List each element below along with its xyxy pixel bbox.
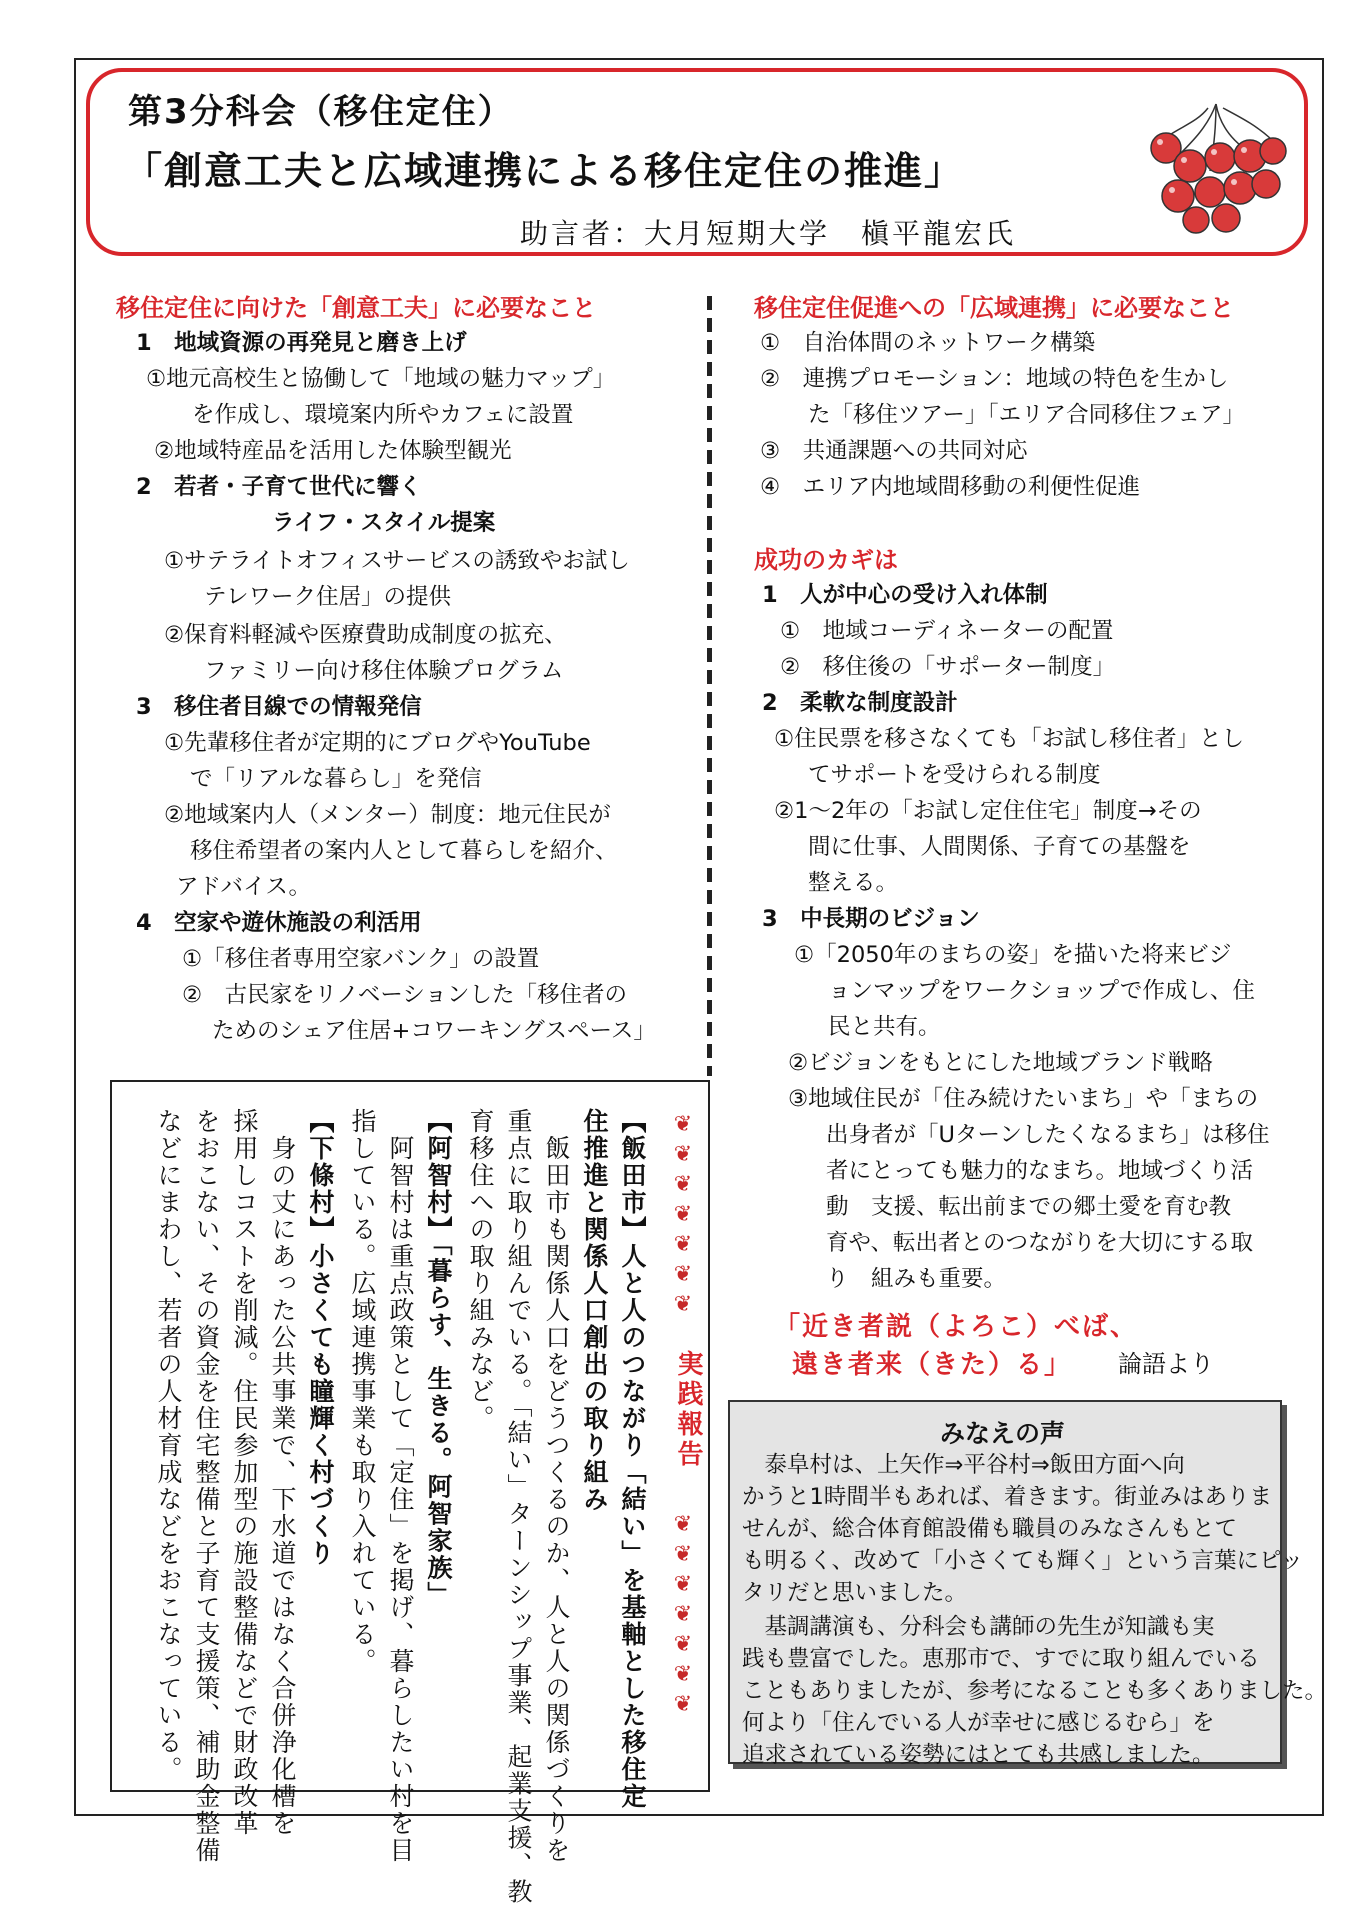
- report-column: 重点に取り組んでいる。「結い」ターンシップ事業、起業支援、教: [504, 1108, 533, 1906]
- voice-line: 泰阜村は、上矢作⇒平谷村⇒飯田方面へ向: [742, 1452, 1185, 1478]
- report-column: 指している。広域連携事業も取り入れている。: [348, 1108, 377, 1675]
- left-line: ファミリー向け移住体験プログラム: [204, 658, 564, 684]
- voice-line: 践も豊富でした。恵那市で、すでに取り組んでいる: [742, 1646, 1260, 1672]
- left-line: ②保育料軽減や医療費助成制度の拡充、: [164, 622, 567, 648]
- key-line: 整える。: [808, 870, 899, 896]
- left-section-title: 移住定住に向けた「創意工夫」に必要なこと: [116, 294, 596, 322]
- key-line: 者にとっても魅力的なまち。地域づくり活: [826, 1158, 1254, 1184]
- report-column: 育移住への取り組みなど。: [466, 1108, 495, 1432]
- quote-line-1: 「近き者説（よろこ）べば、: [774, 1312, 1139, 1342]
- left-line: アドバイス。: [176, 874, 312, 900]
- left-line: 移住希望者の案内人として暮らしを紹介、: [190, 838, 618, 864]
- voice-line: かうと1時間半もあれば、着きます。街並みはありま: [742, 1484, 1273, 1510]
- theme-title: 「創意工夫と広域連携による移住定住の推進」: [124, 149, 965, 193]
- key-line: 動 支援、転出前までの郷土愛を育む教: [826, 1194, 1232, 1220]
- key-number: 2: [762, 690, 778, 716]
- left-line: ②地域案内人（メンター）制度：地元住民が: [164, 802, 611, 828]
- key-line: ②ビジョンをもとにした地域ブランド戦略: [788, 1050, 1213, 1076]
- left-line: ①地元高校生と協働して「地域の魅力マップ」: [146, 366, 616, 392]
- right-line: ③ 共通課題への共同対応: [760, 438, 1028, 464]
- column-divider: [707, 296, 712, 1076]
- right-line: ① 自治体間のネットワーク構築: [760, 330, 1096, 356]
- voice-title: みなえの声: [940, 1419, 1066, 1448]
- left-line: ①先輩移住者が定期的にブログやYouTube: [164, 730, 591, 756]
- left-line: テレワーク住居」の提供: [204, 584, 452, 610]
- key-line: てサポートを受けられる制度: [808, 762, 1101, 788]
- right-line: ② 連携プロモーション：地域の特色を生かし: [760, 366, 1229, 392]
- left-line: ①サテライトオフィスサービスの誘致やお試し: [164, 548, 630, 574]
- voice-line: こともありましたが、参考になることも多くありました。: [742, 1678, 1328, 1704]
- adviser: 助言者：大月短期大学 槇平龍宏氏: [520, 217, 1017, 250]
- key-line: り 組みも重要。: [826, 1266, 1007, 1292]
- key-heading: 中長期のビジョン: [800, 906, 980, 932]
- right-section-title: 移住定住促進への「広域連携」に必要なこと: [754, 294, 1234, 322]
- item-number: 3: [136, 694, 152, 720]
- right-line: た「移住ツアー」「エリア合同移住フェア」: [808, 402, 1245, 428]
- keys-title: 成功のカギは: [754, 546, 898, 574]
- report-column: 身の丈にあった公共事業で、下水道ではなく合併浄化槽を: [268, 1108, 297, 1837]
- key-number: 3: [762, 906, 778, 932]
- right-line: ④ エリア内地域間移動の利便性促進: [760, 474, 1141, 500]
- left-heading-4: [136, 908, 422, 938]
- quote-line-2: 遠き者来（きた）る」: [792, 1350, 1073, 1380]
- left-heading-3: [136, 692, 422, 722]
- item-heading: 若者・子育て世代に響く: [174, 474, 422, 500]
- session-title: 第3分科会（移住定住）: [128, 92, 514, 132]
- left-heading-2: [136, 472, 422, 502]
- left-line: で「リアルな暮らし」を発信: [190, 766, 482, 792]
- voice-line: も明るく、改めて「小さくても輝く」という言葉にピッ: [742, 1548, 1304, 1574]
- voice-line: 何より「住んでいる人が幸せに感じるむら」を: [742, 1710, 1215, 1736]
- key-heading: 柔軟な制度設計: [800, 690, 958, 716]
- left-line: ②地域特産品を活用した体験型観光: [154, 438, 512, 464]
- report-column: をおこない、その資金を住宅整備と子育て支援策、補助金整備: [192, 1108, 221, 1864]
- report-column: 飯田市も関係人口をどうつくるのか、人と人の関係づくりを: [542, 1108, 571, 1864]
- voice-line: 追求されている姿勢にはとても共感しました。: [742, 1742, 1215, 1768]
- voice-line: せんが、総合体育館設備も職員のみなさんもとて: [742, 1516, 1238, 1542]
- key-heading-3: [762, 904, 980, 934]
- key-line: ① 地域コーディネーターの配置: [780, 618, 1114, 644]
- key-line: ② 移住後の「サポーター制度」: [780, 654, 1116, 680]
- quote-source: 論語より: [1118, 1350, 1214, 1378]
- item-number: 4: [136, 910, 152, 936]
- key-line: 育や、転出者とのつながりを大切にする取: [826, 1230, 1254, 1256]
- key-heading-1: [762, 580, 1048, 610]
- key-line: ①住民票を移さなくても「お試し移住者」とし: [774, 726, 1245, 752]
- report-column: 採用しコストを削減。住民参加型の施設整備などで財政改革: [230, 1108, 259, 1837]
- key-heading-2: [762, 688, 958, 718]
- key-line: 民と共有。: [828, 1014, 941, 1040]
- report-column-iida-heading-2: 住推進と関係人口創出の取り組み: [580, 1108, 609, 1513]
- sprout-decoration-bottom: ❦ ❦ ❦ ❦ ❦ ❦ ❦: [673, 1512, 693, 1717]
- report-column-shimojo-heading: 【下條村】小さくても瞳輝く村づくり: [306, 1108, 335, 1567]
- key-heading: 人が中心の受け入れ体制: [800, 582, 1048, 608]
- key-line: 間に仕事、人間関係、子育ての基盤を: [808, 834, 1191, 860]
- left-line: ② 古民家をリノベーションした「移住者の: [182, 982, 627, 1008]
- voice-line: タリだと思いました。: [742, 1580, 968, 1606]
- item-number: 1: [136, 330, 152, 356]
- left-line: ①「移住者専用空家バンク」の設置: [182, 946, 540, 972]
- report-column-achi-heading: 【阿智村】「暮らす、生きる。阿智家族」: [424, 1108, 453, 1609]
- report-column: などにまわし、若者の人材育成などをおこなっている。: [154, 1108, 183, 1783]
- left-heading-1: [136, 328, 467, 358]
- left-line: ためのシェア住居+コワーキングスペース」: [212, 1018, 656, 1044]
- item-number: 2: [136, 474, 152, 500]
- key-line: ③地域住民が「住み続けたいまち」や「まちの: [788, 1086, 1259, 1112]
- key-line: ①「2050年のまちの姿」を描いた将来ビジ: [794, 942, 1232, 968]
- item-heading: 移住者目線での情報発信: [174, 694, 422, 720]
- key-line: 出身者が「Uターンしたくなるまち」は移住: [826, 1122, 1270, 1148]
- key-line: ②1～2年の「お試し定住住宅」制度→その: [774, 798, 1202, 824]
- report-column-iida-heading: 【飯田市】人と人のつながり「結い」を基軸とした移住定: [618, 1108, 647, 1810]
- item-heading: 空家や遊休施設の利活用: [174, 910, 422, 936]
- left-heading-2b: ライフ・スタイル提案: [272, 510, 496, 536]
- cherry-illustration: [1138, 96, 1288, 236]
- key-number: 1: [762, 582, 778, 608]
- report-label: 実践報告: [673, 1350, 703, 1470]
- report-column: 阿智村は重点政策として「定住」を掲げ、暮らしたい村を目: [386, 1108, 415, 1864]
- sprout-decoration-top: ❦ ❦ ❦ ❦ ❦ ❦ ❦: [673, 1112, 693, 1317]
- left-line: を作成し、環境案内所やカフェに設置: [192, 402, 574, 428]
- key-line: ョンマップをワークショップで作成し、住: [828, 978, 1255, 1004]
- item-heading: 地域資源の再発見と磨き上げ: [174, 330, 467, 356]
- voice-line: 基調講演も、分科会も講師の先生が知識も実: [742, 1614, 1215, 1640]
